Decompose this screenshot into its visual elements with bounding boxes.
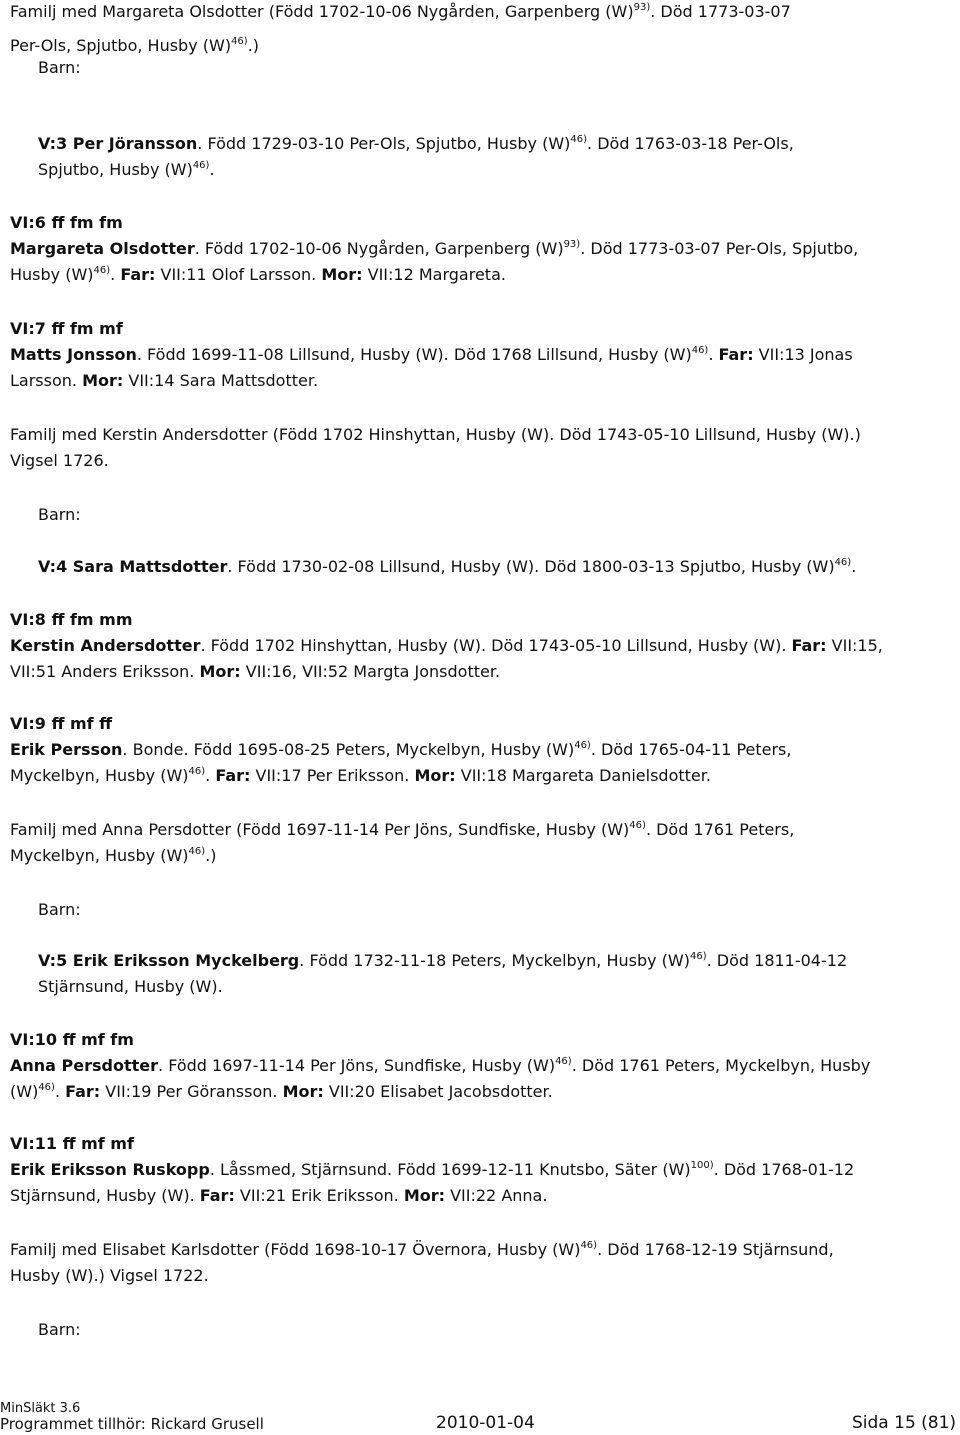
text-line	[10, 1030, 134, 1050]
text-span: Spjutbo, Husby (W)	[38, 160, 193, 179]
text-span: VII:15,	[826, 636, 883, 655]
text-span: Husby (W)	[10, 265, 94, 284]
text-span: Familj med Anna Persdotter (Född 1697-11-14 Per Jöns, Sundfiske, Husby (W)	[10, 820, 630, 839]
text-line	[10, 36, 259, 56]
text-span: Familj med Kerstin Andersdotter (Född 1702 Hinshyttan, Husby (W). Död 1743-05-10 Lillsund, Husby (W).)	[10, 425, 861, 444]
bold-text: Erik Eriksson Ruskopp	[10, 1160, 210, 1179]
text-span: Stjärnsund, Husby (W).	[38, 977, 223, 996]
footnote-ref: 46)	[574, 740, 591, 751]
bold-text: Far:	[120, 265, 156, 284]
text-span: VII:19 Per Göransson.	[100, 1082, 283, 1101]
footer-owner: Programmet tillhör: Rickard Grusell	[0, 1415, 264, 1433]
text-span: Myckelbyn, Husby (W)	[10, 846, 189, 865]
bold-text: Kerstin Andersdotter	[10, 636, 201, 655]
text-span: VII:51 Anders Eriksson.	[10, 662, 200, 681]
text-line	[10, 1134, 134, 1154]
bold-text: Matts Jonsson	[10, 345, 137, 364]
text-span: .)	[247, 36, 260, 55]
text-span: Familj med Margareta Olsdotter (Född 1702-10-06 Nygården, Garpenberg (W)	[10, 2, 634, 21]
bold-text: Margareta Olsdotter	[10, 239, 195, 258]
footnote-ref: 46)	[192, 160, 210, 171]
text-line	[10, 846, 216, 866]
text-span: Barn:	[38, 505, 81, 524]
footer-page-number: Sida 15 (81)	[852, 1413, 957, 1433]
bold-text: Far:	[791, 636, 827, 655]
footer-program: MinSläkt 3.6	[0, 1401, 81, 1416]
text-span: . Död 1773-03-07 Per-Ols, Spjutbo,	[580, 239, 859, 258]
bold-text: Mor:	[414, 766, 456, 785]
bold-text: VI:6 ff fm fm	[10, 213, 123, 232]
text-line	[10, 451, 109, 471]
text-span: Barn:	[38, 1320, 81, 1339]
text-line	[10, 239, 858, 259]
text-span: VII:21 Erik Eriksson.	[234, 1186, 404, 1205]
text-line	[38, 505, 81, 525]
footnote-ref: 46)	[689, 951, 707, 962]
text-span: . Död 1761 Peters,	[645, 820, 795, 839]
text-line	[38, 58, 81, 78]
text-span: VII:11 Olof Larsson.	[155, 265, 322, 284]
bold-text: Mor:	[321, 265, 363, 284]
text-span: VII:17 Per Eriksson.	[250, 766, 415, 785]
footnote-ref: 46)	[834, 557, 852, 568]
footnote-ref: 46)	[580, 1240, 598, 1251]
text-line	[10, 265, 506, 285]
text-span: . Död 1811-04-12	[706, 951, 848, 970]
text-line	[10, 1082, 553, 1102]
footer-date: 2010-01-04	[436, 1413, 535, 1433]
text-span: Husby (W).) Vigsel 1722.	[10, 1266, 209, 1285]
text-span: .	[708, 345, 719, 364]
text-span: .	[54, 1082, 66, 1101]
bold-text: V:3 Per Jöransson	[38, 134, 198, 153]
text-span: VII:14 Sara Mattsdotter.	[123, 371, 319, 390]
text-line	[38, 977, 223, 997]
text-span: VII:13 Jonas	[753, 345, 853, 364]
bold-text: V:4 Sara Mattsdotter	[38, 557, 228, 576]
text-span: .	[205, 766, 216, 785]
text-line	[10, 371, 318, 391]
text-line	[10, 345, 853, 365]
text-span: . Död 1768-01-12	[713, 1160, 855, 1179]
footnote-ref: 46)	[555, 1056, 572, 1067]
text-span: . Född 1729-03-10 Per-Ols, Spjutbo, Husby (W)	[197, 134, 571, 153]
bold-text: Mor:	[282, 1082, 324, 1101]
footnote-ref: 46)	[691, 345, 709, 356]
bold-text: VI:9 ff mf ff	[10, 714, 113, 733]
text-line	[10, 1056, 870, 1076]
text-line	[10, 714, 112, 734]
text-span: .	[110, 265, 121, 284]
text-line	[10, 319, 123, 339]
text-line	[10, 425, 861, 445]
bold-text: Far:	[215, 766, 251, 785]
text-span: . Död 1768-12-19 Stjärnsund,	[597, 1240, 834, 1259]
footnote-ref: 46)	[570, 134, 588, 145]
text-span: . Född 1730-02-08 Lillsund, Husby (W). Död 1800-03-13 Spjutbo, Husby (W)	[227, 557, 835, 576]
text-line	[10, 636, 883, 656]
bold-text: Erik Persson	[10, 740, 123, 759]
footnote-ref: 46)	[188, 766, 206, 777]
text-span: . Född 1699-11-08 Lillsund, Husby (W). Död 1768 Lillsund, Husby (W)	[136, 345, 692, 364]
text-line	[10, 820, 794, 840]
text-line	[38, 557, 856, 577]
footnote-ref: 93)	[563, 239, 581, 250]
text-line	[38, 900, 81, 920]
footnote-ref: 46)	[231, 36, 248, 47]
text-line	[10, 766, 711, 786]
footnote-ref: 100)	[690, 1160, 714, 1171]
text-span: . Död 1763-03-18 Per-Ols,	[587, 134, 794, 153]
text-line	[10, 662, 500, 682]
text-span: .	[209, 160, 215, 179]
footnote-ref: 46)	[629, 820, 646, 831]
footnote-ref: 93)	[633, 2, 651, 13]
text-span: Myckelbyn, Husby (W)	[10, 766, 189, 785]
text-line	[10, 1266, 209, 1286]
bold-text: Anna Persdotter	[10, 1056, 159, 1075]
text-span: Vigsel 1726.	[10, 451, 109, 470]
text-span: VII:22 Anna.	[445, 1186, 548, 1205]
bold-text: V:5 Erik Eriksson Myckelberg	[38, 951, 300, 970]
text-span: VII:12 Margareta.	[362, 265, 506, 284]
text-line	[38, 951, 847, 971]
footnote-ref: 46)	[93, 265, 111, 276]
text-span: . Död 1773-03-07	[650, 2, 791, 21]
bold-text: VI:7 ff fm mf	[10, 319, 123, 338]
text-span: . Född 1697-11-14 Per Jöns, Sundfiske, Husby (W)	[158, 1056, 556, 1075]
text-span: Larsson.	[10, 371, 83, 390]
bold-text: Far:	[65, 1082, 101, 1101]
text-line	[10, 2, 791, 22]
text-line	[38, 1320, 81, 1340]
text-span: Barn:	[38, 900, 81, 919]
text-span: . Bonde. Född 1695-08-25 Peters, Myckelbyn, Husby (W)	[122, 740, 575, 759]
text-line	[38, 160, 215, 180]
text-line	[10, 1160, 854, 1180]
text-span: . Död 1765-04-11 Peters,	[590, 740, 792, 759]
text-span: VII:18 Margareta Danielsdotter.	[455, 766, 711, 785]
text-span: Familj med Elisabet Karlsdotter (Född 1698-10-17 Övernora, Husby (W)	[10, 1240, 581, 1259]
bold-text: Mor:	[82, 371, 124, 390]
footnote-ref: 46)	[188, 846, 206, 857]
bold-text: Far:	[199, 1186, 235, 1205]
text-span: (W)	[10, 1082, 39, 1101]
text-span: Stjärnsund, Husby (W).	[10, 1186, 200, 1205]
text-span: VII:20 Elisabet Jacobsdotter.	[323, 1082, 553, 1101]
text-line	[10, 213, 123, 233]
text-span: .	[851, 557, 857, 576]
text-span: Barn:	[38, 58, 81, 77]
text-span: . Död 1761 Peters, Myckelbyn, Husby	[571, 1056, 871, 1075]
bold-text: Mor:	[199, 662, 241, 681]
text-line	[10, 1240, 834, 1260]
text-line	[10, 610, 133, 630]
text-line	[38, 134, 794, 154]
bold-text: Mor:	[403, 1186, 446, 1205]
text-line	[10, 740, 791, 760]
bold-text: VI:10 ff mf fm	[10, 1030, 134, 1049]
text-span: . Född 1732-11-18 Peters, Myckelbyn, Husby (W)	[299, 951, 690, 970]
footnote-ref: 46)	[38, 1082, 55, 1093]
text-span: Per-Ols, Spjutbo, Husby (W)	[10, 36, 232, 55]
bold-text: VI:8 ff fm mm	[10, 610, 133, 629]
bold-text: Far:	[718, 345, 754, 364]
text-span: VII:16, VII:52 Margta Jonsdotter.	[240, 662, 501, 681]
text-span: . Född 1702-10-06 Nygården, Garpenberg (W)	[194, 239, 564, 258]
text-span: .)	[205, 846, 217, 865]
bold-text: VI:11 ff mf mf	[10, 1134, 134, 1153]
text-span: . Låssmed, Stjärnsund. Född 1699-12-11 Knutsbo, Säter (W)	[209, 1160, 691, 1179]
text-line	[10, 1186, 547, 1206]
text-span: . Född 1702 Hinshyttan, Husby (W). Död 1743-05-10 Lillsund, Husby (W).	[200, 636, 792, 655]
